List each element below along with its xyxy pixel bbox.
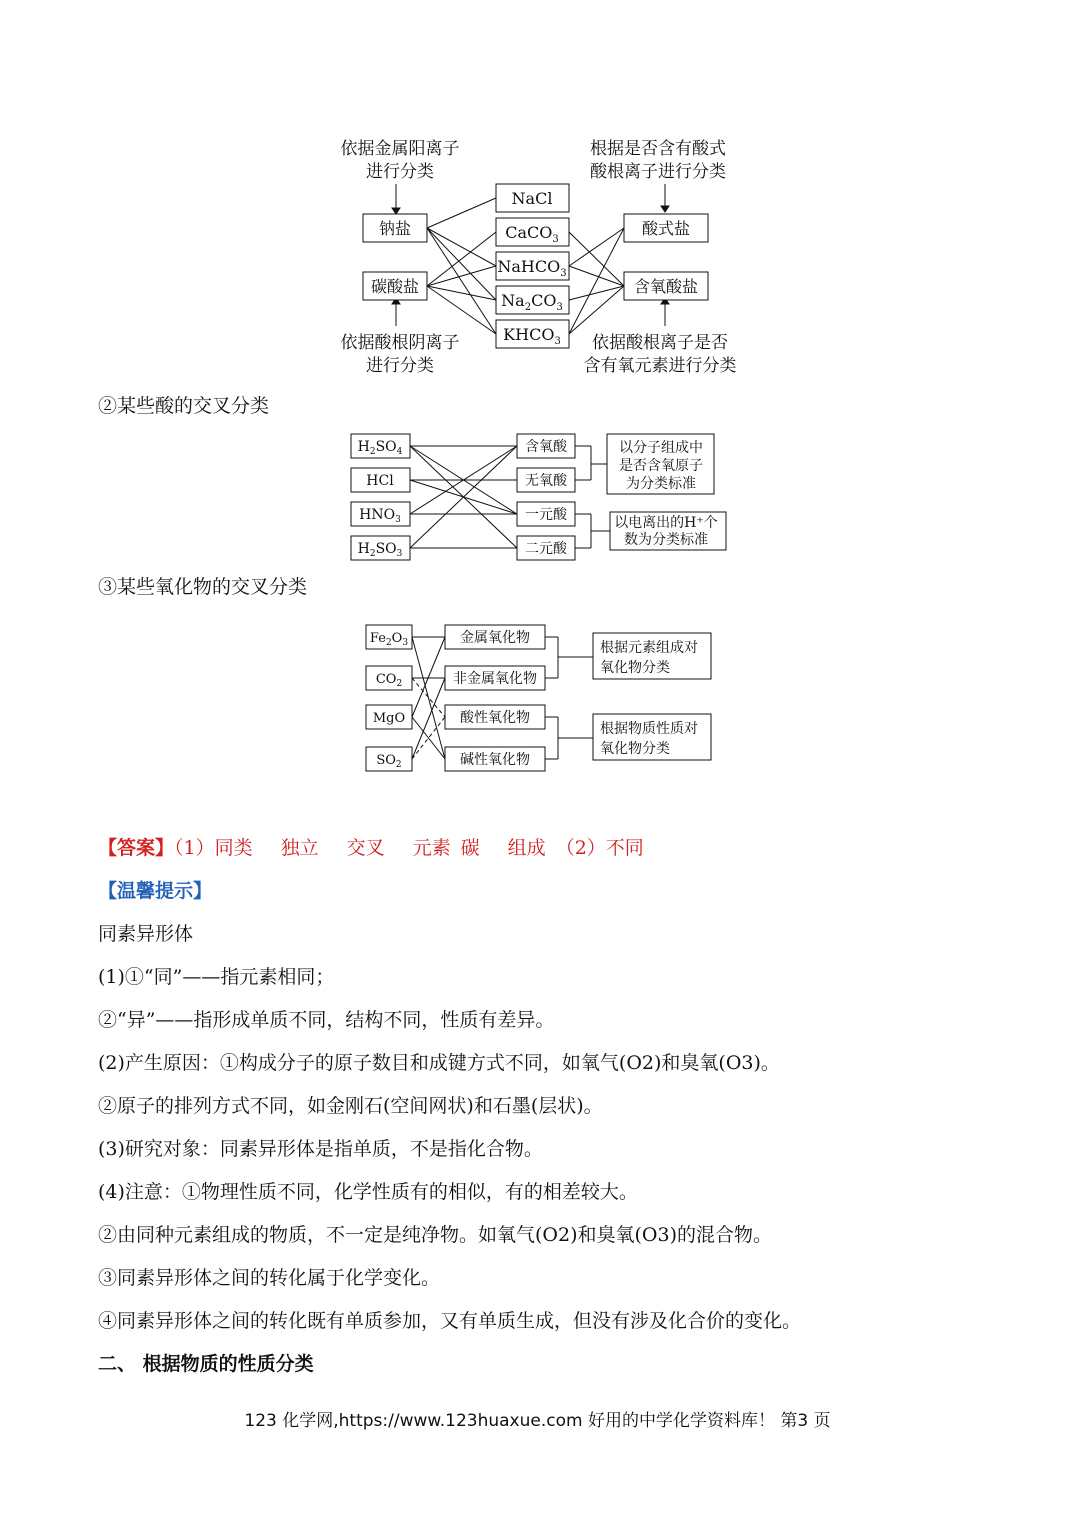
caption-bottom-right: 含有氧元素进行分类	[583, 356, 737, 376]
oxide-criteria-1: 根据元素组成对	[600, 640, 698, 656]
answer-item: 独立	[280, 837, 319, 859]
tip-line: (2)产生原因：①构成分子的原子数目和成键方式不同，如氧气(O2)和臭氧(O3)。	[98, 1052, 780, 1074]
salt-label-acid-salt: 酸式盐	[641, 219, 691, 238]
answer-item: 交叉	[346, 837, 385, 859]
caption-top-left: 依据金属阳离子	[340, 139, 460, 159]
oxide-type-nonmetal: 非金属氧化物	[453, 671, 537, 687]
tip-line: (3)研究对象：同素异形体是指单质，不是指化合物。	[98, 1138, 543, 1160]
acid-criteria-2: 数为分类标准	[624, 532, 708, 548]
oxide-criteria-1: 氧化物分类	[600, 660, 670, 676]
oxide-type-metal: 金属氧化物	[460, 630, 530, 646]
answer-item: 元素	[412, 837, 451, 859]
tip-line: ④同素异形体之间的转化既有单质参加，又有单质生成，但没有涉及化合价的变化。	[98, 1310, 802, 1332]
caption-bottom-left: 依据酸根阴离子	[340, 333, 460, 353]
acid-h2so4: $H_2SO_4$	[357, 439, 403, 457]
section-heading: 二、 根据物质的性质分类	[98, 1353, 314, 1375]
acid-criteria-1: 是否含氧原子	[619, 458, 703, 474]
oxide-mgo: MgO	[372, 711, 406, 726]
acid-classification-diagram	[345, 428, 735, 564]
compound-caco3: CaCO$_3$	[505, 223, 559, 245]
caption-bottom-left: 进行分类	[366, 356, 434, 376]
answer-item: （2）不同	[555, 837, 644, 859]
acid-type-dibasic: 二元酸	[525, 541, 567, 557]
compound-nahco3: NaHCO$_3$	[497, 257, 567, 279]
salt-classification-diagram	[330, 130, 750, 385]
salt-label-sodium: 钠盐	[378, 219, 412, 238]
answer-line	[98, 836, 644, 860]
acid-criteria-1: 为分类标准	[626, 476, 696, 492]
salt-label-oxysalt: 含氧酸盐	[633, 277, 699, 296]
tip-line: ②原子的排列方式不同，如金刚石(空间网状)和石墨(层状)。	[98, 1095, 603, 1117]
answer-item: 组成	[507, 837, 546, 859]
tip-line: ③同素异形体之间的转化属于化学变化。	[98, 1267, 441, 1289]
oxide-so2: $SO_2$	[376, 753, 402, 770]
salt-label-carbonate: 碳酸盐	[370, 277, 420, 296]
tip-title: 【温馨提示】	[98, 880, 213, 902]
compound-na2co3: $Na_2CO_3$	[501, 291, 563, 313]
tip-line: ②由同种元素组成的物质，不一定是纯净物。如氧气(O2)和臭氧(O3)的混合物。	[98, 1224, 772, 1246]
acid-h2so3: $H_2SO_3$	[357, 541, 403, 559]
oxide-fe2o3: $Fe_2O_3$	[369, 631, 409, 648]
acid-criteria-1: 以分子组成中	[619, 440, 703, 456]
acid-hcl: HCl	[366, 473, 394, 489]
tip-line: (1)①“同”——指元素相同；	[98, 966, 335, 988]
oxide-type-acidic: 酸性氧化物	[460, 710, 530, 726]
acid-type-oxyacid: 含氧酸	[525, 439, 567, 455]
answer-item: （1）同类	[174, 837, 253, 859]
acid-type-hydracid: 无氧酸	[525, 473, 567, 489]
answer-tag: 【答案】	[98, 837, 175, 859]
acid-type-monobasic: 一元酸	[525, 507, 567, 523]
tip-line: (4)注意：①物理性质不同，化学性质有的相似，有的相差较大。	[98, 1181, 638, 1203]
caption-top-right: 根据是否含有酸式	[590, 139, 726, 159]
oxide-criteria-2: 根据物质性质对	[600, 721, 698, 737]
section-oxide-title: ③某些氧化物的交叉分类	[98, 576, 308, 598]
answer-item: 碳	[460, 837, 480, 859]
oxide-criteria-2: 氧化物分类	[600, 741, 670, 757]
compound-khco3: $KHCO_3$	[503, 325, 561, 347]
caption-bottom-right: 依据酸根离子是否	[592, 333, 728, 353]
oxide-type-basic: 碱性氧化物	[460, 752, 530, 768]
caption-top-right: 酸根离子进行分类	[590, 162, 726, 182]
tip-line: ②“异”——指形成单质不同，结构不同，性质有差异。	[98, 1009, 555, 1031]
oxide-co2: $CO_2$	[375, 672, 403, 689]
acid-hno3: $HNO_3$	[359, 507, 401, 525]
section-acid-title: ②某些酸的交叉分类	[98, 395, 270, 417]
compound-nacl: NaCl	[511, 189, 553, 208]
tip-line: 同素异形体	[98, 923, 194, 945]
caption-top-left: 进行分类	[366, 162, 434, 182]
oxide-classification-diagram	[360, 618, 720, 778]
page-footer: 123 化学网,https://www.123huaxue.com 好用的中学化学资料库！ 第3 页	[244, 1411, 831, 1431]
acid-criteria-2: 以电离出的H⁺个	[614, 515, 718, 531]
